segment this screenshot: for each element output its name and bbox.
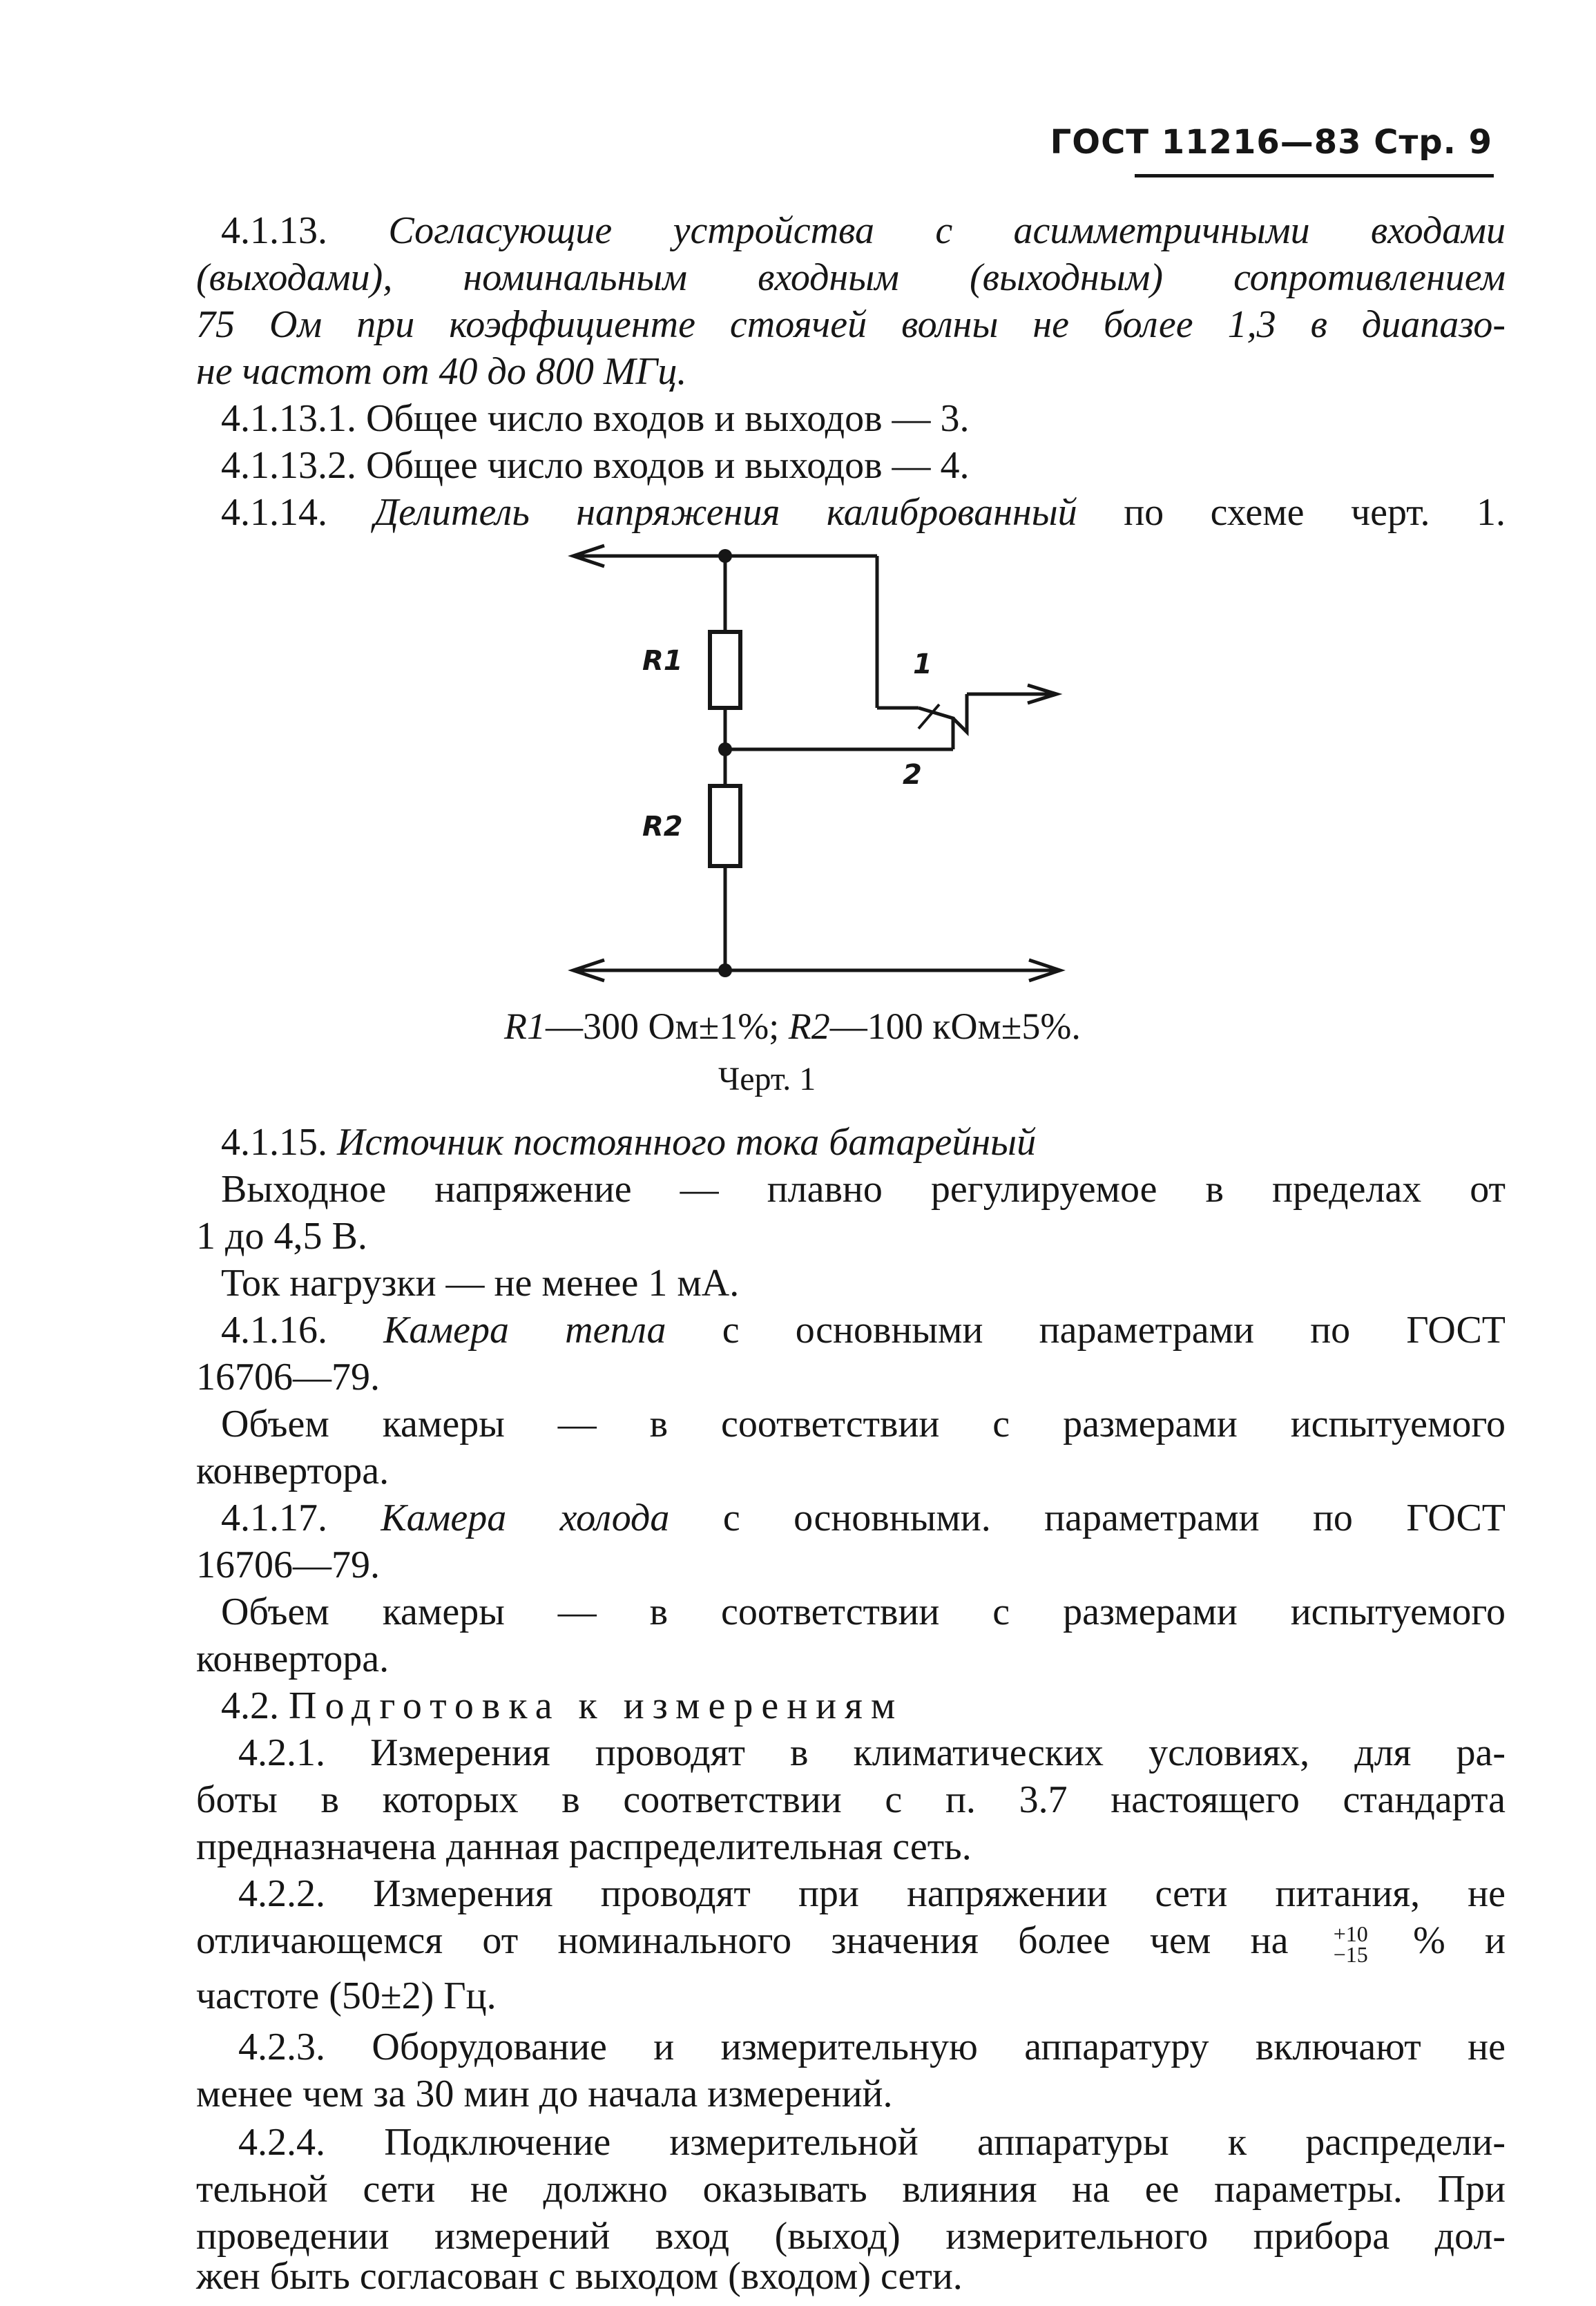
section-4-1-17-line2: 16706—79. (196, 1544, 380, 1586)
section-4-2-4-line4: жен быть согласован с выходом (входом) сети. (196, 2255, 963, 2298)
tolerance-plus: +10 (1333, 1921, 1368, 1947)
caption-r1-value: —300 Ом±1%; (546, 1006, 780, 1047)
section-4-1-13-2: 4.1.13.2. Общее число входов и выходов — 4. (221, 444, 970, 487)
section-4-1-15-p1-line1: Выходное напряжение — плавно регулируемое в пределах от (221, 1168, 1506, 1211)
section-title: Камера холода (381, 1497, 670, 1539)
section-4-2-3-line2: менее чем за 30 мин до начала измерений. (196, 2073, 893, 2115)
section-text: с основными параметрами по ГОСТ (722, 1309, 1506, 1352)
section-4-1-16 (221, 1307, 1506, 1354)
section-4-2-1-line2: боты в которых в соответствии с п. 3.7 настоящего стандарта (196, 1778, 1506, 1821)
section-4-1-15-p2: Ток нагрузки — не менее 1 мА. (221, 1262, 740, 1305)
label-r2: R2 (642, 811, 683, 843)
section-number: 4.1.16. (221, 1309, 327, 1352)
section-number: 4.1.14. (221, 491, 327, 534)
section-4-2-4-line1: 4.2.4. Подключение измерительной аппаратуры к распредели- (238, 2121, 1506, 2164)
section-4-1-16-p1-line1: Объем камеры — в соответствии с размерами испытуемого (221, 1403, 1506, 1445)
caption-r2-value: —100 кОм±5%. (829, 1006, 1081, 1047)
junction-bottom (718, 963, 732, 977)
section-number: 4.1.17. (221, 1497, 327, 1539)
switch-step (953, 694, 967, 732)
switch-lever (919, 708, 953, 749)
section-4-1-13-line-2: (выходами), номинальным входным (выходным) сопротивлением (196, 256, 1506, 299)
section-4-1-16-p1-line2: конвертора. (196, 1450, 390, 1492)
figure-caption-values (504, 1005, 1081, 1048)
section-4-1-16-line2: 16706—79. (196, 1356, 380, 1399)
section-title: Камера тепла (383, 1309, 666, 1352)
junction-middle (718, 742, 732, 756)
caption-r1: R1 (504, 1006, 546, 1047)
section-text-end: % и (1413, 1919, 1506, 1962)
section-4-2-heading (221, 1682, 1506, 1729)
section-title: Источник постоянного тока батарейный (337, 1121, 1037, 1164)
section-4-2-1-line3: предназначена данная распределительная сеть. (196, 1825, 972, 1868)
section-4-2-2-line3: частоте (50±2) Гц. (196, 1974, 497, 2017)
section-4-2-2-line2 (196, 1917, 1506, 1968)
section-4-1-15 (221, 1119, 1506, 1166)
section-text: отличающемся от номинального значения более чем на (196, 1919, 1289, 1962)
section-4-1-17 (221, 1495, 1506, 1541)
section-number: 4.2. (221, 1684, 279, 1727)
section-4-2-1-line1: 4.2.1. Измерения проводят в климатических условиях, для ра- (238, 1731, 1506, 1774)
tolerance-minus: −15 (1333, 1942, 1368, 1968)
section-number: 4.1.15. (221, 1121, 327, 1164)
page-header: ГОСТ 11216—83 Стр. 9 (1050, 123, 1492, 162)
section-title-part: Согласующие устройства с асимметричными входами (388, 209, 1506, 252)
section-4-1-15-p1-line2: 1 до 4,5 В. (196, 1215, 367, 1258)
junction-top (718, 549, 732, 563)
label-r1: R1 (642, 645, 683, 677)
resistor-r2 (710, 786, 740, 866)
section-title: Подготовка к измерениям (289, 1684, 904, 1727)
resistor-r1 (710, 632, 740, 708)
section-4-2-4-line2: тельной сети не должно оказывать влияния на ее параметры. При (196, 2168, 1506, 2211)
section-4-2-4-line3: проведении измерений вход (выход) измерительного прибора дол- (196, 2215, 1506, 2258)
tolerance (1333, 1921, 1368, 1968)
label-contact-2: 2 (903, 759, 922, 791)
caption-r2: R2 (788, 1006, 830, 1047)
section-4-1-17-p1-line2: конвертора. (196, 1637, 390, 1680)
figure-title: Черт. 1 (718, 1061, 816, 1097)
section-4-1-13-line-3: 75 Ом при коэффициенте стоячей волны не более 1,3 в диапазо- (196, 303, 1506, 346)
section-4-1-13-1: 4.1.13.1. Общее число входов и выходов — 3. (221, 397, 970, 440)
section-4-1-17-p1-line1: Объем камеры — в соответствии с размерами испытуемого (221, 1591, 1506, 1633)
section-4-2-2-line1: 4.2.2. Измерения проводят при напряжении сети питания, не (238, 1872, 1506, 1915)
section-text: по схеме черт. 1. (1124, 491, 1506, 534)
section-title: Делитель напряжения калиброванный (374, 491, 1077, 534)
label-contact-1: 1 (913, 648, 932, 680)
section-text: с основными. параметрами по ГОСТ (722, 1497, 1506, 1539)
section-number: 4.1.13. (221, 209, 327, 252)
section-4-1-13-line-4: не частот от 40 до 800 МГц. (196, 350, 687, 393)
section-4-2-3-line1: 4.2.3. Оборудование и измерительную аппаратуру включают не (238, 2026, 1506, 2068)
